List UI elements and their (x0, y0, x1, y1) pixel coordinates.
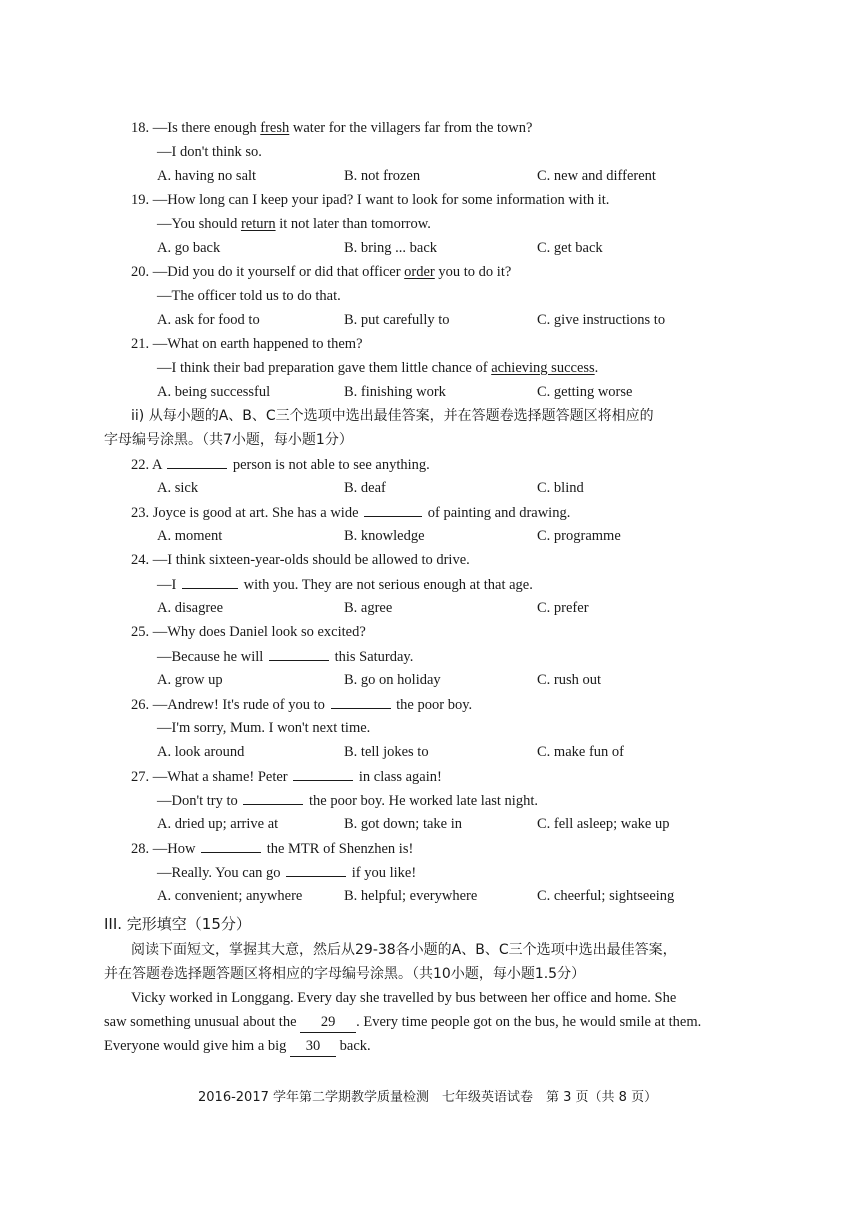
option-b: B. put carefully to (344, 312, 450, 328)
option-c: C. cheerful; sightseeing (537, 888, 675, 904)
answer-blank (269, 646, 329, 661)
answer-line: —The officer told us to do that. (157, 288, 341, 304)
answer-blank (331, 694, 391, 709)
option-b: B. knowledge (344, 528, 425, 544)
answer-blank (293, 766, 353, 781)
question-25: 25. —Why does Daniel look so excited? (131, 624, 366, 640)
option-c: C. give instructions to (537, 312, 666, 328)
question-19: 19. —How long can I keep your ipad? I want to look for some information with it. (131, 192, 610, 208)
question-18: 18. —Is there enough fresh water for the villagers far from the town? (131, 120, 533, 136)
question-23: 23. Joyce is good at art. She has a wide of painting and drawing. (131, 502, 570, 523)
option-b: B. go on holiday (344, 672, 441, 688)
option-a: A. look around (157, 744, 245, 760)
section-iii-instruction: 阅读下面短文，掌握其大意，然后从29-38各小题的A、B、C三个选项中选出最佳答案， (131, 942, 677, 958)
question-number: 18. (131, 120, 150, 136)
option-a: A. go back (157, 240, 221, 256)
question-22: 22. A person is not able to see anything. (131, 454, 430, 475)
option-a: A. convenient; anywhere (157, 888, 303, 904)
answer-blank (364, 502, 422, 517)
question-24: 24. —I think sixteen-year-olds should be allowed to drive. (131, 552, 470, 568)
option-c: C. get back (537, 240, 603, 256)
section-ii-instruction: ii) 从每小题的A、B、C三个选项中选出最佳答案，并在答题卷选择题答题区将相应的 (131, 408, 654, 424)
option-c: C. new and different (537, 168, 656, 184)
option-c: C. programme (537, 528, 621, 544)
option-c: C. getting worse (537, 384, 633, 400)
underlined-word: return (240, 216, 276, 232)
option-a: A. dried up; arrive at (157, 816, 279, 832)
page-footer: 2016-2017 学年第二学期教学质量检测 七年级英语试卷 第 3 页（共 8 页） (198, 1090, 658, 1105)
question-20: 20. —Did you do it yourself or did that officer order you to do it? (131, 264, 512, 280)
option-c: C. blind (537, 480, 584, 496)
underlined-word: fresh (260, 120, 290, 136)
option-c: C. make fun of (537, 744, 624, 760)
option-a: A. sick (157, 480, 199, 496)
passage-line-1: Vicky worked in Longgang. Every day she travelled by bus between her office and home. She (131, 990, 677, 1006)
option-a: A. ask for food to (157, 312, 260, 328)
answer-line: —Don't try to the poor boy. He worked late last night. (157, 790, 538, 811)
option-c: C. prefer (537, 600, 589, 616)
option-c: C. fell asleep; wake up (537, 816, 670, 832)
option-a: A. moment (157, 528, 223, 544)
blank-30: 30 (290, 1036, 336, 1057)
answer-blank (182, 574, 238, 589)
question-21: 21. —What on earth happened to them? (131, 336, 363, 352)
answer-line: —Really. You can go if you like! (157, 862, 416, 883)
option-a: A. being successful (157, 384, 271, 400)
answer-blank (201, 838, 261, 853)
option-b: B. tell jokes to (344, 744, 429, 760)
option-b: B. not frozen (344, 168, 421, 184)
passage-line-3: Everyone would give him a big 30 back. (104, 1036, 371, 1057)
answer-blank (243, 790, 303, 805)
section-iii-heading: III. 完形填空（15分） (104, 915, 251, 933)
section-ii-instruction-cont: 字母编号涂黑。（共7小题，每小题1分） (104, 432, 353, 448)
section-iii-instruction-cont: 并在答题卷选择题答题区将相应的字母编号涂黑。（共10小题，每小题1.5分） (104, 966, 586, 982)
answer-blank (286, 862, 346, 877)
answer-line: —I think their bad preparation gave them little chance of achieving success. (157, 360, 599, 376)
underlined-word: achieving success (491, 360, 595, 376)
option-a: A. having no salt (157, 168, 257, 184)
underlined-word: order (404, 264, 435, 280)
option-b: B. agree (344, 600, 393, 616)
option-b: B. deaf (344, 480, 386, 496)
option-c: C. rush out (537, 672, 602, 688)
question-26: 26. —Andrew! It's rude of you to the poor boy. (131, 694, 472, 715)
option-b: B. got down; take in (344, 816, 463, 832)
question-27: 27. —What a shame! Peter in class again! (131, 766, 442, 787)
answer-line: —I don't think so. (157, 144, 262, 160)
answer-line: —I'm sorry, Mum. I won't next time. (157, 720, 371, 736)
answer-blank (167, 454, 227, 469)
option-b: B. finishing work (344, 384, 446, 400)
option-b: B. bring ... back (344, 240, 438, 256)
option-b: B. helpful; everywhere (344, 888, 478, 904)
option-a: A. disagree (157, 600, 224, 616)
option-a: A. grow up (157, 672, 223, 688)
answer-line: —Because he will this Saturday. (157, 646, 413, 667)
blank-29: 29 (300, 1012, 356, 1033)
question-28: 28. —How the MTR of Shenzhen is! (131, 838, 413, 859)
passage-line-2: saw something unusual about the 29 . Every time people got on the bus, he would smile at them. (104, 1012, 701, 1033)
answer-line: —I with you. They are not serious enough at that age. (157, 574, 533, 595)
answer-line: —You should return it not later than tomorrow. (157, 216, 431, 232)
